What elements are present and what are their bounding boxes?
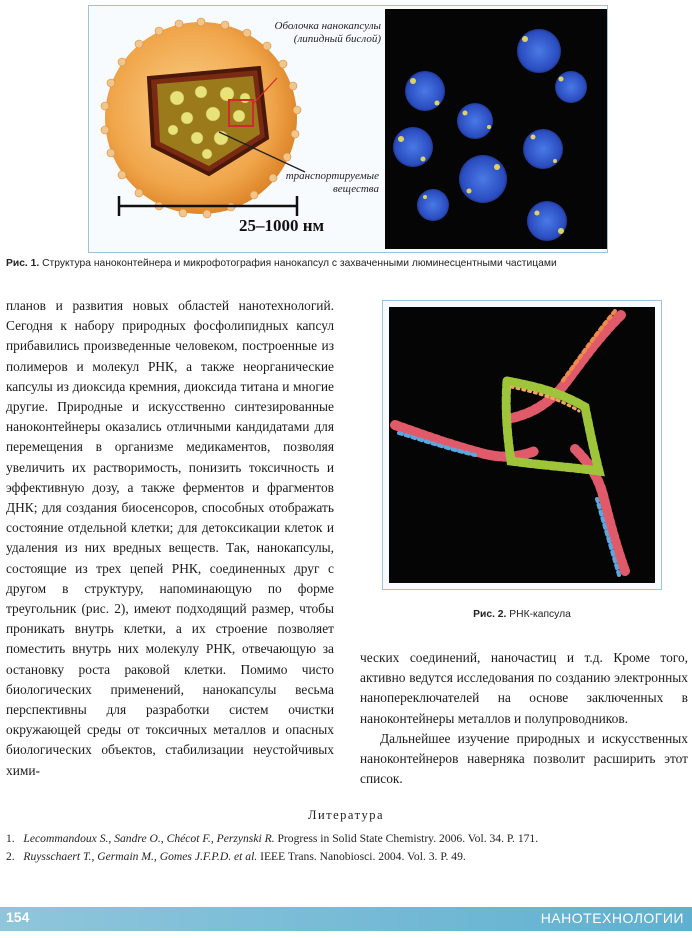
figure-2-caption xyxy=(382,609,662,620)
shell-label xyxy=(209,20,381,46)
micrograph xyxy=(385,9,607,249)
luminescent-capsules xyxy=(393,29,587,241)
reference-authors: Ruysschaert T., Germain M., Gomes J.F.P.D. et al. xyxy=(23,850,258,863)
figure-1-caption-text: Структура наноконтейнера и микрофотография нанокапсул с захваченными люминесцентными частицами xyxy=(42,258,557,269)
reference-item xyxy=(6,848,692,866)
reference-number: 2. xyxy=(6,850,15,863)
cargo-label-line1: транспортируемые xyxy=(285,170,379,182)
figure-2-caption-num: Рис. 2. xyxy=(473,609,507,620)
scale-label: 25–1000 нм xyxy=(239,216,325,235)
cargo-label-line2: вещества xyxy=(333,183,379,195)
reference-number: 1. xyxy=(6,832,15,845)
figure-1-caption-num: Рис. 1. xyxy=(6,258,40,269)
page-footer xyxy=(0,907,692,931)
shell-label-line2: (липидный бислой) xyxy=(293,33,381,45)
figure-2 xyxy=(382,300,662,590)
column-2-paragraph-2: Дальнейшее изучение природных и искусственных наноконтейнеров наверняка позволит расширить этот список. xyxy=(360,730,688,787)
column-2-paragraph-1: ческих соединений, наночастиц и т.д. Кроме того, активно ведутся исследования по созданию электронных нанопереключателей на основе заключенных в наноконтейнеры металлов и полупроводников. xyxy=(360,650,688,726)
literature-title: Литература xyxy=(308,808,384,822)
shell-label-line1: Оболочка нанокапсулы xyxy=(274,20,381,32)
rna-capsule-image xyxy=(389,307,655,583)
reference-list xyxy=(6,830,692,866)
text-column-1 xyxy=(6,296,334,781)
column-1-paragraph: планов и развития новых областей нанотехнологий. Сегодня к набору природных фосфолипидных капсул прибавились произведенные человеком, построенные из полимеров и молекул РНК, а также неорганические капсулы из диоксида кремния, диоксида титана и многие другие. Природные и искусственно синтезированные наноконтейнеры оказались отличными кандидатами для перемещения в организме медикаментов, позволяя увеличить их растворимость, понизить токсичность и эффективную дозу, а также ферментов и фрагментов ДНК; для создания биосенсоров, способных отображать состояние отдельной клетки; для детоксикации клеток и удаления из них вредных веществ. Так, нанокапсулы, состоящие из трех цепей РНК, соединенных друг с другом в структуру, напоминающую по форме треугольник (рис. 2), имеют подходящий размер, чтобы проникать внутрь клетки, а их строение позволяет поместить внутрь них молекулу РНК, отвечающую за остановку роста раковой клетки. Помимо чисто биологических применений, нанокапсулы весьма перспективны для разработки систем очистки окружающей среды от токсичных металлов и опасных биологических объектов, стабилизации неустойчивых хими- xyxy=(6,298,334,778)
figure-1-caption xyxy=(6,258,692,269)
reference-item xyxy=(6,830,692,848)
reference-source: Progress in Solid State Chemistry. 2006. Vol. 34. P. 171. xyxy=(274,832,539,845)
cargo-label xyxy=(269,170,379,196)
page-number: 154 xyxy=(6,909,30,925)
figure-1 xyxy=(88,5,608,253)
journal-name: НАНОТЕХНОЛОГИИ xyxy=(540,910,684,926)
reference-source: IEEE Trans. Nanobiosci. 2004. Vol. 3. P. 49. xyxy=(257,850,466,863)
figure-2-caption-text: РНК-капсула xyxy=(509,609,571,620)
nanocapsule-diagram xyxy=(89,6,383,252)
reference-authors: Lecommandoux S., Sandre O., Chécot F., Perzynski R. xyxy=(23,832,275,845)
text-column-2 xyxy=(360,648,688,789)
